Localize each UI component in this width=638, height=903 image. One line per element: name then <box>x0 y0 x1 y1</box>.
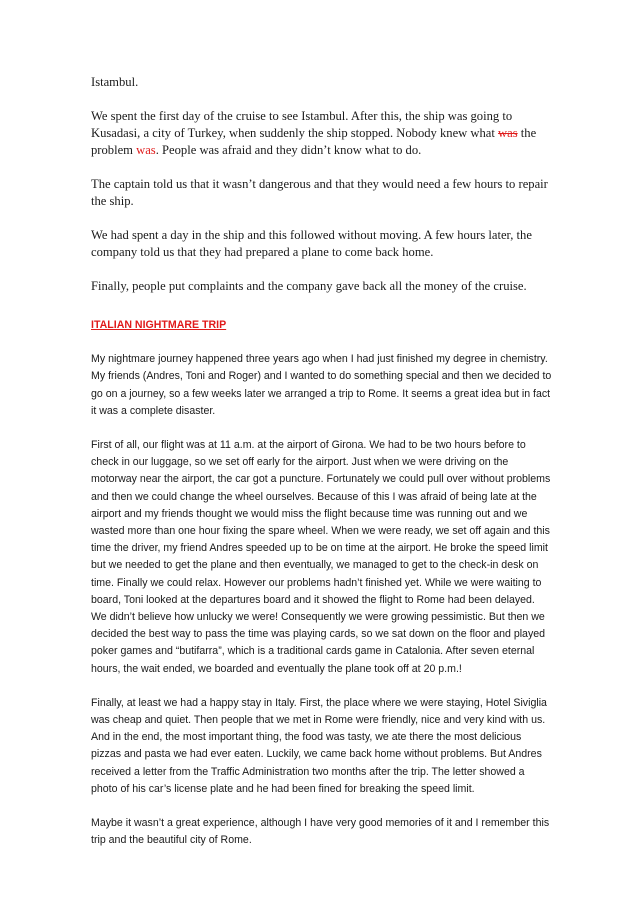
paragraph: Finally, people put complaints and the company gave back all the money of the cruise. <box>91 279 527 293</box>
text-run: We spent the first day of the cruise to see Istambul. After this, the ship was going to Kusadasi, a city of Turkey, when suddenly the ship stopped. Nobody knew what <box>91 109 513 140</box>
paragraph: Finally, at least we had a happy stay in Italy. First, the place where we were staying, Hotel Siviglia was cheap and quiet. Then people that we met in Rome were friendly, nice and very kind with us. And in the end, the most important thing, the food was tasty, we ate there the most delicious pizzas and pasta we had ever eaten. Luckily, we came back home without problems. But Andres received a letter from the Traffic Administration two months after the trip. The letter showed a photo of his car’s license plate and he had been fined for breaking the speed limit. <box>91 696 547 795</box>
section-heading: ITALIAN NIGHTMARE TRIP <box>91 319 227 331</box>
paragraph <box>91 108 553 159</box>
paragraph: Maybe it wasn’t a great experience, although I have very good memories of it and I remember this trip and the beautiful city of Rome. <box>91 817 550 847</box>
text-run: . People was afraid and they didn’t know what to do. <box>155 143 422 157</box>
section-title: Istambul. <box>91 75 139 89</box>
italian-trip-section <box>91 317 553 849</box>
document-page <box>91 64 553 866</box>
text-run: the problem <box>91 126 537 157</box>
paragraph: My nightmare journey happened three years ago when I had just finished my degree in chemistry. My friends (Andres, Toni and Roger) and I wanted to do something special and then we decided to go on a journey, so a few weeks later we arranged a trip to Rome. It seems a great idea but in fact it was a complete disaster. <box>91 353 552 417</box>
strikethrough-correction: was <box>498 126 518 140</box>
paragraph: The captain told us that it wasn’t dangerous and that they would need a few hours to repair the ship. <box>91 177 548 208</box>
inserted-correction: was <box>136 143 156 157</box>
istambul-section <box>91 74 553 295</box>
paragraph: We had spent a day in the ship and this followed without moving. A few hours later, the company told us that they had prepared a plane to come back home. <box>91 228 532 259</box>
paragraph: First of all, our flight was at 11 a.m. at the airport of Girona. We had to be two hours before to check in our luggage, so we set off early for the airport. Just when we were driving on the motorway near the airport, the car got a puncture. Fortunately we could pull over without problems and then we could change the wheel ourselves. Because of this I was afraid of being late at the airport and my friends thought we would miss the flight because time was running out and we wasted more than one hour fixing the spare wheel. When we were ready, we set off again and this time the driver, my friend Andres speeded up to be on time at the airport. He broke the speed limit but we needed to get the plane and then eventually, we managed to get to the check-in desk on time. Finally we could relax. However our problems hadn’t finished yet. While we were waiting to board, Toni looked at the departures board and it showed the flight to Rome had been delayed. We didn’t believe how unlucky we were! Consequently we were growing pessimistic. But then we decided the best way to pass the time was playing cards, so we sat down on the floor and played poker games and “butifarra”, which is a traditional cards game in Catalonia. After seven eternal hours, the wait ended, we boarded and eventually the plane took off at 20 p.m.! <box>91 439 551 675</box>
